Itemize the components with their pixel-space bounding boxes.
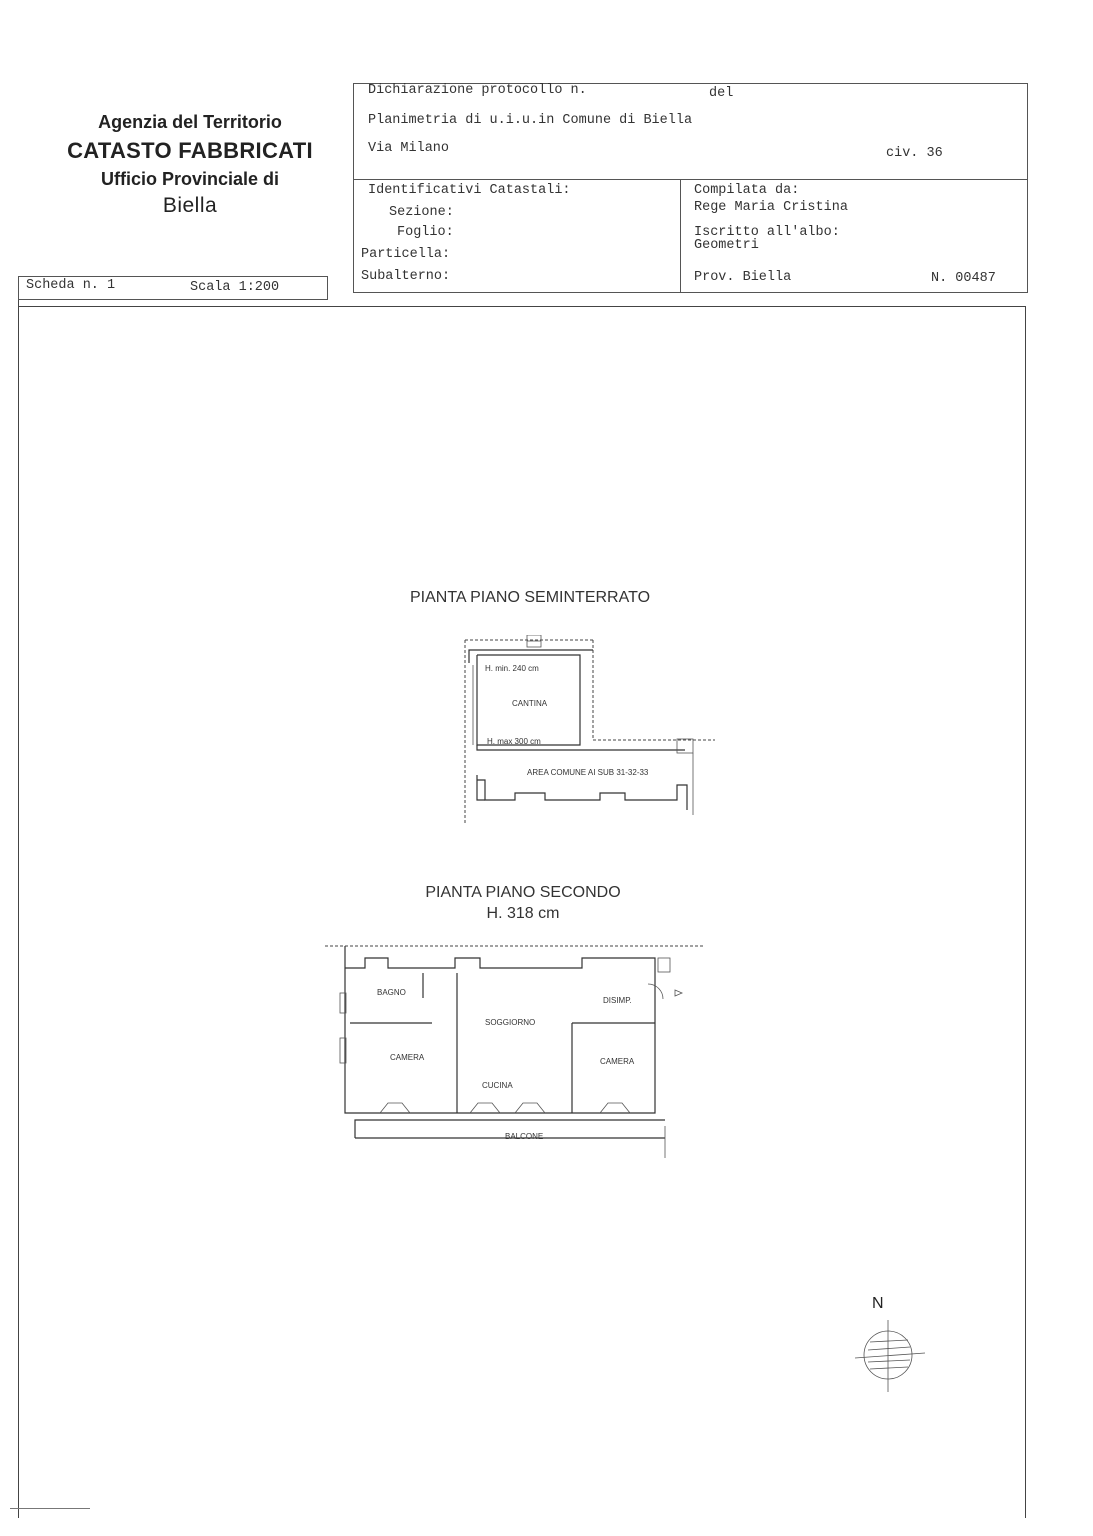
agency-city: Biella bbox=[162, 194, 218, 217]
common-area-label: AREA COMUNE AI SUB 31-32-33 bbox=[527, 768, 649, 777]
frame-left-border bbox=[18, 300, 19, 1518]
second-floor-plan bbox=[320, 938, 710, 1163]
camera-right-room-label: CAMERA bbox=[600, 1057, 635, 1066]
agency-office: Ufficio Provinciale di bbox=[100, 169, 280, 189]
second-floor-height: H. 318 cm bbox=[486, 905, 560, 922]
compass-north-label: N bbox=[872, 1295, 884, 1312]
province-label: Prov. Biella bbox=[694, 270, 792, 285]
planimetry-label: Planimetria di u.i.u.in Comune di Biella bbox=[368, 113, 693, 128]
compass-rose-icon bbox=[850, 1320, 930, 1395]
balcone-label: BALCONE bbox=[505, 1132, 544, 1141]
cantina-room-label: CANTINA bbox=[512, 699, 548, 708]
basement-height-max: H. max 300 cm bbox=[487, 737, 541, 746]
civic-number: civ. 36 bbox=[886, 146, 943, 161]
protocol-label: Dichiarazione protocollo n. bbox=[368, 83, 587, 98]
del-label: del bbox=[709, 86, 734, 101]
cucina-room-label: CUCINA bbox=[482, 1081, 513, 1090]
subalterno-label: Subalterno: bbox=[361, 269, 451, 284]
sheet-number: Scheda n. 1 bbox=[26, 278, 116, 293]
frame-top-border bbox=[18, 306, 1026, 307]
particella-label: Particella: bbox=[361, 247, 451, 262]
scan-mark bbox=[10, 1508, 90, 1509]
registered-label: Iscritto all'albo: bbox=[694, 225, 840, 240]
declaration-divider bbox=[353, 179, 1028, 180]
agency-name: Agenzia del Territorio bbox=[98, 112, 282, 132]
second-floor-plan-title: PIANTA PIANO SECONDO bbox=[425, 884, 621, 901]
compiler-heading: Compilata da: bbox=[694, 183, 800, 198]
camera-left-room-label: CAMERA bbox=[390, 1053, 425, 1062]
street-label: Via Milano bbox=[368, 141, 450, 156]
foglio-label: Foglio: bbox=[397, 225, 454, 240]
registry-name: Geometri bbox=[694, 238, 759, 253]
soggiorno-room-label: SOGGIORNO bbox=[485, 1018, 536, 1027]
disimp-room-label: DISIMP. bbox=[603, 996, 632, 1005]
sezione-label: Sezione: bbox=[389, 205, 454, 220]
sheet-scale: Scala 1:200 bbox=[190, 280, 280, 295]
agency-section: CATASTO FABBRICATI bbox=[67, 138, 313, 163]
identifiers-heading: Identificativi Catastali: bbox=[368, 183, 571, 198]
declaration-column-divider bbox=[680, 179, 681, 293]
compiler-name: Rege Maria Cristina bbox=[694, 200, 848, 215]
frame-right-border bbox=[1025, 306, 1026, 1518]
registry-number: N. 00487 bbox=[931, 271, 996, 286]
basement-height-min: H. min. 240 cm bbox=[485, 664, 539, 673]
bagno-room-label: BAGNO bbox=[377, 988, 406, 997]
basement-plan-title: PIANTA PIANO SEMINTERRATO bbox=[409, 589, 651, 606]
